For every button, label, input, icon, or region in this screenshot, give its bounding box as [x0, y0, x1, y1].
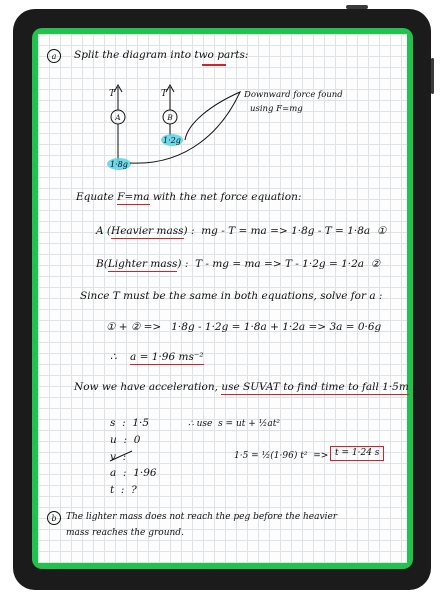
lighter-mass-label: Lighter mass [107, 258, 178, 270]
equation-b: B(Lighter mass) : T - mg = ma => T - 1·2g = 1·2a ② [96, 258, 381, 270]
suvat-row: a : 1·96 [110, 467, 157, 479]
equate-line: Equate F=ma with the net force equation: [76, 191, 302, 203]
force-curve [130, 92, 240, 163]
note-page [38, 34, 416, 563]
result-acceleration: ∴ a = 1·96 ms⁻² [110, 351, 204, 363]
suvat-highlight: use SUVAT to find time to fall 1·5m [221, 381, 409, 393]
final-answer: t = 1·24 s [335, 448, 380, 458]
strike-through [108, 448, 134, 464]
part-a-label: a [51, 52, 57, 61]
use-formula: ∴ use s = ut + ½at² [188, 419, 280, 429]
pulley-diagram [38, 74, 407, 174]
combine-line: ① + ② => 1·8g - 1·2g = 1·8a + 1·2a => 3a = 0·6g [106, 321, 382, 333]
suvat-row: s : 1·5 [110, 417, 150, 429]
part-a-heading [74, 50, 248, 61]
weight-label-b: 1·2g [163, 136, 181, 145]
weight-label-a: 1·8g [110, 160, 128, 169]
heading-text: Split the diagram into two parts: [74, 49, 249, 61]
acceleration-value: a = 1·96 ms⁻² [130, 351, 204, 363]
equation-a: A (Heavier mass) : mg - T = ma => 1·8g - T = 1·8a ① [96, 225, 387, 237]
part-b-circle [46, 510, 62, 526]
heavier-mass-label: Heavier mass [111, 225, 184, 237]
suvat-row: v : [110, 451, 127, 463]
now-line: Now we have acceleration, use SUVAT to find time to fall 1·5m : [74, 381, 416, 393]
tension-label-right: T [161, 89, 168, 99]
mass-b-label: B [167, 113, 173, 122]
final-answer-box [330, 446, 384, 461]
part-a-circle [46, 48, 62, 64]
force-note-line1: Downward force found [244, 90, 343, 100]
tension-label-left: T [109, 89, 116, 99]
mass-a-label: A [115, 113, 121, 122]
heading-underline [202, 64, 226, 66]
part-b-label: b [51, 514, 57, 523]
suvat-row: t : ? [110, 484, 137, 496]
power-button [346, 5, 368, 9]
part-b-line2: mass reaches the ground. [66, 528, 184, 538]
equate-highlight: F=ma [117, 191, 150, 203]
solve-line: 1·5 = ½(1·96) t² => [234, 451, 329, 461]
force-note-line2: using F=mg [250, 104, 303, 114]
suvat-row: u : 0 [110, 434, 141, 446]
part-b-line1: The lighter mass does not reach the peg before the heavier [66, 512, 338, 522]
volume-button [431, 58, 434, 94]
since-line: Since T must be the same in both equations, solve for a : [80, 290, 383, 302]
